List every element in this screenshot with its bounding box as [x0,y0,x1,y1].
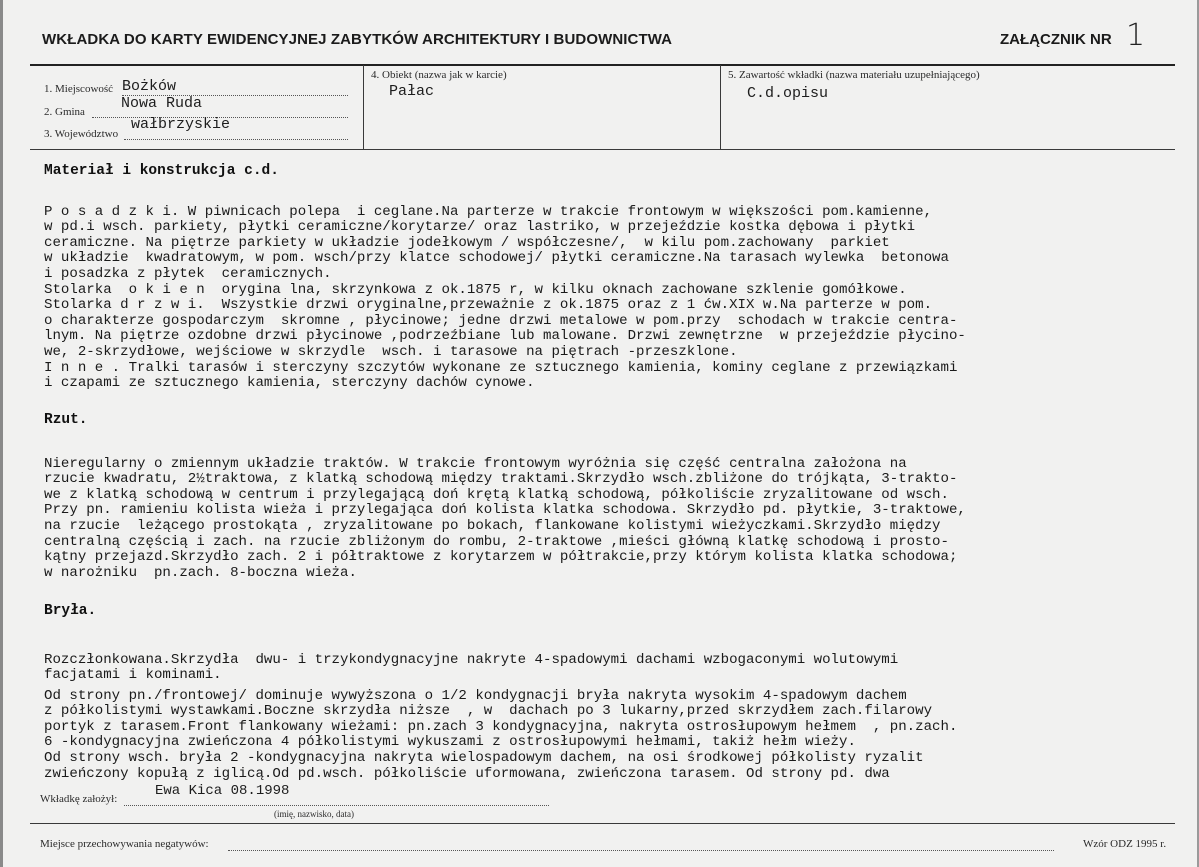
locality-value: Bożków [122,78,177,95]
attachment-number: 1 [1126,18,1146,53]
text-line: 6 -kondygnacyjna zwieńczona 4 półkolistymi wykuszami z ostrosłupowymi hełmami, takiż hełm wieży. [44,734,856,751]
mass-text-detail [44,673,1174,798]
text-line: i posadzka z płytek ceramicznych. [44,265,332,282]
text-line: Rozczłonkowana.Skrzydła dwu- i trzykondygnacyjne nakryte 4-spadowymi dachami wzbogaconymi wolutowymi [44,651,899,668]
text-line: I n n e . Tralki tarasów i sterczyny szczytów wykonane ze sztucznego kamienia, kominy ceglane z przewiązkami [44,359,958,376]
text-line: zwieńczony kopułą z iglicą.Od pd.wsch. półkoliście uformowana, zwieńczona tarasem. Od strony pd. dwa [44,765,890,782]
prepared-hint: (imię, nazwisko, data) [274,809,354,819]
field-divider-1 [363,65,364,149]
text-line: rzucie kwadratu, 2½traktowa, z klatką schodową między traktami.Skrzydło wsch.zbliżone do trójkąta, 3-trakto- [44,471,958,488]
object-value: Pałac [389,83,435,100]
text-line: we, 2-skrzydłowe, wejściowe w skrzydle wsch. i tarasowe na piętrach -przeszklone. [44,343,738,360]
footer-divider [30,823,1175,824]
text-line: portyk z tarasem.Front flankowany wieżami: pn.zach 3 kondygnacyjna, nakryta ostrosłupowym hełmem , pn.zach. [44,718,958,735]
text-line: na rzucie leżącego prostokąta , zryzalitowane po bokach, flankowane kolistymi wieżyczkami.Skrzydło między [44,517,941,534]
text-line: Stolarka o k i e n orygina lna, skrzynkowa z ok.1875 r, w kilku oknach zachowane szklenie gomółkowe. [44,281,907,298]
negatives-label: Miejsce przechowywania negatywów: [40,838,209,850]
voivodeship-label: 3. Województwo [44,128,119,140]
text-line: w układzie kwadratowym, w pom. wsch/przy klatce schodowej/ płytki ceramiczne.Na tarasach wylewka betonowa [44,250,949,267]
attachment-label: ZAŁĄCZNIK NR [1000,31,1112,48]
material-text [44,189,1174,407]
text-line: Nieregularny o zmiennym układzie traktów. W trakcie frontowym wyróżnia się część centralna założona na [44,455,907,472]
locality-label: 1. Miejscowość [44,83,114,95]
text-line: facjatami i kominami. [44,667,222,684]
prepared-dots [124,804,549,806]
prepared-value: Ewa Kica 08.1998 [155,783,290,799]
voivodeship-value: wałbrzyskie [131,116,231,133]
text-line: Od strony wsch. bryła 2 -kondygnacyjna nakryta wielospadowym dachem, na osi środkowej półkolisty ryzalit [44,749,924,766]
commune-value: Nowa Ruda [121,95,203,112]
text-line: z półkolistymi wystawkami.Boczne skrzydła niższe , w dachach po 3 lukarny,przed skrzydłem zach.filarowy [44,703,933,720]
material-section-title: Materiał i konstrukcja c.d. [44,163,279,179]
text-line: Od strony pn./frontowej/ dominuje wywyższona o 1/2 kondygnacji bryła nakryta wysokim 4-spadowym dachem [44,687,907,704]
field-divider-2 [720,65,721,149]
text-line: kątny przejazd.Skrzydło zach. 2 i półtraktowe z korytarzem w półtrakcie,przy którym kolista klatka schodowa; [44,549,958,566]
plan-text [44,441,1174,597]
form-title: WKŁADKA DO KARTY EWIDENCYJNEJ ZABYTKÓW ARCHITEKTURY I BUDOWNICTWA [42,31,673,48]
text-line: P o s a d z k i. W piwnicach polepa i ceglane.Na parterze w trakcie frontowym w większości pom.kamienne, [44,203,933,220]
field-box-bottom [30,149,1175,150]
text-line: Przy pn. ramieniu kolista wieża i przylegająca doń kolista klatka schodowa. Skrzydło pd. płytkie, 3-traktowe, [44,502,966,519]
mass-section-title: Bryła. [44,603,97,619]
text-line: ceramiczne. Na piętrze parkiety w układzie jodełkowym / współczesne/, w kilu pom.zachowany parkiet [44,234,890,251]
negatives-dots [228,849,1054,851]
form-model: Wzór ODZ 1995 r. [1083,838,1167,850]
text-line: w narożniku pn.zach. 8-boczna wieża. [44,564,357,581]
commune-label: 2. Gmina [44,106,85,118]
contents-value: C.d.opisu [747,85,829,102]
text-line: o charakterze gospodarczym skromne , płycinowe; jedne drzwi metalowe w pom.przy schodach w trakcie centra- [44,312,958,329]
scan-edge-left [0,0,3,867]
text-line: Stolarka d r z w i. Wszystkie drzwi oryginalne,przeważnie z ok.1875 oraz z 1 ćw.XIX w.Na parterze w pom. [44,297,933,314]
contents-label: 5. Zawartość wkładki (nazwa materiału uzupełniającego) [728,69,980,81]
text-line: lnym. Na piętrze ozdobne drzwi płycinowe ,podrzeźbiane lub malowane. Drzwi zewnętrzne w przejeździe płycino- [44,328,966,345]
top-box-border [30,64,1175,66]
object-label: 4. Obiekt (nazwa jak w karcie) [371,69,507,81]
text-line: i czapami ze sztucznego kamienia, sterczyny dachów cynowe. [44,375,535,392]
text-line: we z klatką schodową w centrum i przylegającą doń krętą klatką schodową, półkoliście zryzalitowane od wsch. [44,486,949,503]
plan-section-title: Rzut. [44,412,88,428]
text-line: w pd.i wsch. parkiety, płytki ceramiczne/korytarze/ oraz lastriko, w przejeździe kostka dębowa i płytki [44,219,916,236]
voivodeship-dots [124,138,348,140]
prepared-label: Wkładkę założył: [40,793,118,805]
text-line: centralną częścią i zach. na rzucie zbliżonym do rombu, 2-traktowe ,mieści główną klatkę schodową i prosto- [44,533,949,550]
